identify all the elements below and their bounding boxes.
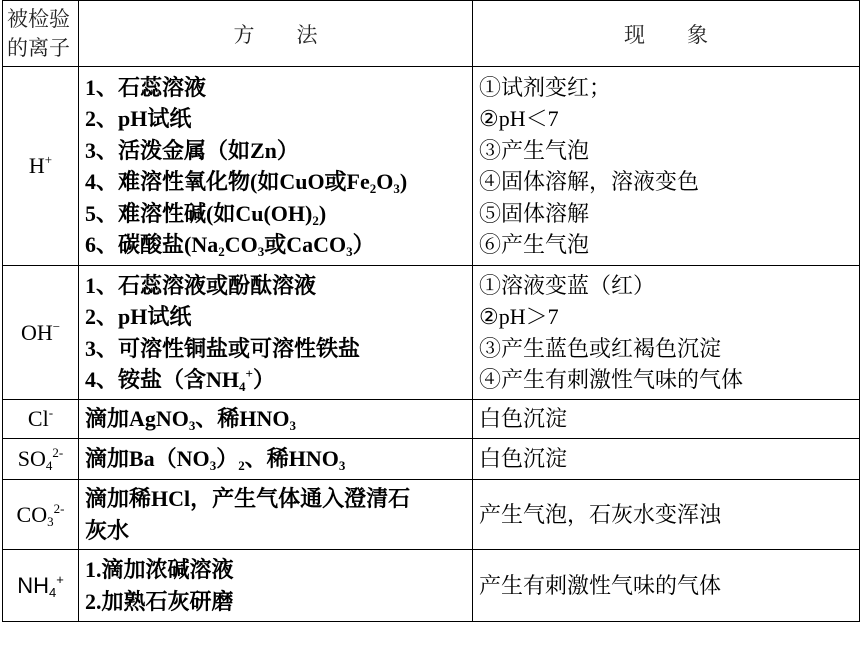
row-co3 xyxy=(3,480,860,550)
method-text: 6、碳酸盐(Na xyxy=(85,232,219,257)
method-sub: 4 xyxy=(239,379,246,394)
method-item: 2.加熟石灰研磨 xyxy=(85,588,234,614)
row-cl xyxy=(3,400,860,439)
method-item: 1.滴加浓碱溶液 xyxy=(85,557,234,582)
method-text: 滴加AgNO xyxy=(85,406,189,432)
ion-cell-h xyxy=(3,67,79,266)
phenomenon-item: ③产生气泡 xyxy=(479,137,590,163)
row-h xyxy=(3,67,860,266)
method-sub: 3 xyxy=(346,244,353,259)
method-sub: 2 xyxy=(218,244,225,259)
method-sub: 3 xyxy=(393,181,400,196)
ion-symbol: NH xyxy=(17,572,49,598)
method-text: ) xyxy=(318,200,327,226)
header-ion-cell xyxy=(3,1,79,67)
phenomenon-item: ④产生有刺激性气味的气体 xyxy=(479,367,744,392)
method-sub: 2 xyxy=(312,212,319,228)
method-item: 滴加稀HCl，产生气体通入澄清石 xyxy=(85,486,411,511)
method-text: CO xyxy=(224,232,258,257)
ion-symbol: SO xyxy=(17,446,46,471)
ion-cell-so4 xyxy=(3,439,79,480)
methods-cell-co3 xyxy=(79,480,473,550)
method-item xyxy=(85,403,466,435)
phenomenon-item: 产生有刺激性气味的气体 xyxy=(479,572,722,598)
method-item xyxy=(85,229,466,261)
ion-sub: 4 xyxy=(48,584,57,600)
method-item xyxy=(85,166,466,198)
row-so4 xyxy=(3,439,860,480)
method-text: ) xyxy=(399,169,408,194)
method-item xyxy=(85,198,466,230)
method-text: 4、难溶性氧化物(如CuO或Fe xyxy=(85,169,370,194)
row-oh xyxy=(3,266,860,400)
methods-cell-cl xyxy=(79,400,473,439)
method-item: 1、石蕊溶液或酚酞溶液 xyxy=(85,272,317,298)
method-sub: 3 xyxy=(257,244,265,259)
ion-symbol: Cl xyxy=(27,406,49,431)
phenomenon-item: ③产生蓝色或红褐色沉淀 xyxy=(479,335,722,361)
method-item: 灰水 xyxy=(85,517,130,543)
method-item: 3、可溶性铜盐或可溶性铁盐 xyxy=(85,335,361,361)
phenomenon-item: ①溶液变蓝（红） xyxy=(479,272,656,298)
method-text: 4、铵盐（含NH xyxy=(85,367,240,392)
method-text: 或CaCO xyxy=(264,232,347,257)
phenomenon-item: 白色沉淀 xyxy=(479,446,568,472)
phenomena-cell-nh4 xyxy=(473,550,860,622)
row-nh4 xyxy=(3,550,860,622)
header-method-cell: 方 法 xyxy=(79,1,473,67)
method-item xyxy=(85,443,466,475)
method-item: 1、石蕊溶液 xyxy=(85,74,207,100)
method-text: 5、难溶性碱(如Cu(OH) xyxy=(85,200,313,226)
phenomena-cell-oh xyxy=(473,266,860,400)
phenomenon-item: 白色沉淀 xyxy=(479,406,568,432)
phenomenon-item: 产生气泡，石灰水变浑浊 xyxy=(479,501,722,527)
header-row xyxy=(3,1,860,67)
method-sub: 3 xyxy=(338,458,346,474)
ion-symbol: H xyxy=(28,153,45,178)
ion-test-table xyxy=(2,0,860,622)
methods-cell-so4 xyxy=(79,439,473,480)
phenomena-cell-cl xyxy=(473,400,860,439)
method-item: 2、pH试纸 xyxy=(85,106,192,131)
method-sub: 2 xyxy=(238,458,245,474)
phenomenon-item: ⑥产生气泡 xyxy=(479,232,590,257)
method-text: 、稀HNO xyxy=(244,446,339,472)
method-item: 2、pH试纸 xyxy=(85,304,192,329)
ion-cell-co3 xyxy=(3,480,79,550)
ion-symbol: OH xyxy=(20,319,53,345)
phenomenon-item: ②pH＜7 xyxy=(479,106,559,131)
ion-sub: 3 xyxy=(47,513,54,529)
phenomenon-item: ④固体溶解，溶液变色 xyxy=(479,169,700,194)
phenomenon-item: ⑤固体溶解 xyxy=(479,200,590,226)
ion-sub: 4 xyxy=(45,458,53,473)
phenomena-cell-co3 xyxy=(473,480,860,550)
header-ion-line2: 的离子 xyxy=(7,35,70,60)
phenomena-cell-so4 xyxy=(473,439,860,480)
ion-charge: - xyxy=(48,405,54,420)
ion-charge: 2- xyxy=(53,500,65,516)
header-phenomenon-cell: 现 象 xyxy=(473,1,860,67)
ion-cell-cl xyxy=(3,400,79,439)
ion-symbol: CO xyxy=(16,501,48,527)
method-sub: 3 xyxy=(188,418,196,434)
method-item: 3、活泼金属（如Zn） xyxy=(85,137,299,163)
method-text: 滴加Ba（NO xyxy=(85,446,210,472)
phenomenon-item: ①试剂变红； xyxy=(479,74,612,100)
ion-cell-nh4 xyxy=(3,550,79,622)
method-text: ） xyxy=(252,367,275,392)
phenomena-cell-h xyxy=(473,67,860,266)
method-text: 、稀HNO xyxy=(195,406,290,432)
method-sup: + xyxy=(245,366,253,381)
method-sub: 3 xyxy=(209,458,217,474)
header-ion-line1: 被检验 xyxy=(7,6,70,31)
ion-charge: + xyxy=(56,571,64,587)
ion-charge: − xyxy=(52,318,61,334)
method-text: ） xyxy=(352,232,375,257)
methods-cell-oh xyxy=(79,266,473,400)
ion-cell-oh xyxy=(3,266,79,400)
method-text: O xyxy=(376,169,394,194)
methods-cell-nh4 xyxy=(79,550,473,622)
method-sub: 2 xyxy=(369,181,377,196)
method-sub: 3 xyxy=(289,418,297,434)
phenomenon-item: ②pH＞7 xyxy=(479,304,559,329)
methods-cell-h xyxy=(79,67,473,266)
method-text: ） xyxy=(216,446,239,472)
ion-charge: 2- xyxy=(52,445,64,460)
method-item xyxy=(85,364,466,396)
ion-charge: + xyxy=(44,152,53,167)
